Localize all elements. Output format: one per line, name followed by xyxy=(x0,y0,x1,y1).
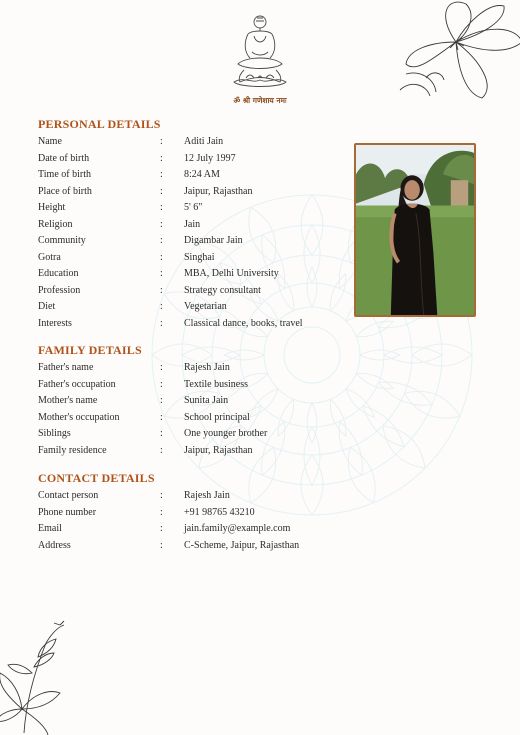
family-detail-row xyxy=(38,360,358,377)
detail-value: C-Scheme, Jaipur, Rajasthan xyxy=(184,539,300,551)
contact-detail-row xyxy=(38,505,358,522)
detail-value: Classical dance, books, travel xyxy=(184,317,303,329)
detail-separator: : xyxy=(160,444,163,456)
detail-separator: : xyxy=(160,268,163,279)
detail-value: Digambar Jain xyxy=(184,235,243,246)
detail-separator: : xyxy=(160,362,163,373)
detail-value: 5' 6" xyxy=(184,202,203,213)
personal-detail-row xyxy=(38,250,358,267)
personal-detail-row xyxy=(38,134,358,151)
detail-value: Sunita Jain xyxy=(184,395,229,406)
detail-label: Name xyxy=(38,136,62,147)
personal-detail-row xyxy=(38,167,358,184)
personal-detail-row xyxy=(38,217,358,234)
detail-separator: : xyxy=(160,539,163,551)
profile-photo xyxy=(354,143,476,317)
detail-label: Address xyxy=(38,539,71,551)
detail-value: One younger brother xyxy=(184,428,268,439)
personal-details-heading: PERSONAL DETAILS xyxy=(38,117,161,131)
detail-label: Interests xyxy=(38,317,72,329)
detail-value: Strategy consultant xyxy=(184,284,261,296)
invocation-text: ॐ श्री गणेशाय नमः xyxy=(233,96,287,105)
contact-details-list xyxy=(38,488,358,554)
detail-separator: : xyxy=(160,284,163,296)
detail-separator: : xyxy=(160,411,163,423)
contact-details-heading: CONTACT DETAILS xyxy=(38,471,155,485)
contact-detail-row xyxy=(38,538,358,555)
detail-label: Mother's name xyxy=(38,395,98,406)
detail-separator: : xyxy=(160,317,163,329)
personal-detail-row xyxy=(38,233,358,250)
family-details-list xyxy=(38,360,358,459)
detail-separator: : xyxy=(160,523,163,534)
family-detail-row xyxy=(38,426,358,443)
detail-value: Rajesh Jain xyxy=(184,362,230,373)
family-details-heading: FAMILY DETAILS xyxy=(38,343,142,357)
detail-value: Jaipur, Rajasthan xyxy=(184,185,253,197)
detail-label: Place of birth xyxy=(38,185,92,197)
family-detail-row xyxy=(38,410,358,427)
detail-label: Diet xyxy=(38,301,56,312)
detail-label: Education xyxy=(38,268,79,279)
detail-value: Jaipur, Rajasthan xyxy=(184,444,253,456)
detail-label: Mother's occupation xyxy=(38,411,120,423)
detail-label: Profession xyxy=(38,284,81,296)
detail-separator: : xyxy=(160,235,163,246)
lily-flower-icon xyxy=(0,613,74,735)
detail-label: Gotra xyxy=(38,251,61,263)
personal-detail-row xyxy=(38,299,358,316)
personal-detail-row xyxy=(38,200,358,217)
family-detail-row xyxy=(38,377,358,394)
detail-separator: : xyxy=(160,152,163,164)
detail-separator: : xyxy=(160,218,163,230)
detail-value: MBA, Delhi University xyxy=(184,268,279,279)
detail-separator: : xyxy=(160,395,163,406)
detail-value: School principal xyxy=(184,411,250,423)
detail-separator: : xyxy=(160,506,163,518)
personal-detail-row xyxy=(38,266,358,283)
detail-label: Siblings xyxy=(38,428,71,439)
detail-separator: : xyxy=(160,490,163,501)
detail-value: +91 98765 43210 xyxy=(184,506,255,518)
detail-separator: : xyxy=(160,251,163,263)
detail-label: Time of birth xyxy=(38,169,91,180)
detail-value: Singhai xyxy=(184,251,215,263)
mahavira-line-art-icon xyxy=(224,12,296,92)
contact-detail-row xyxy=(38,521,358,538)
detail-separator: : xyxy=(160,169,163,180)
detail-label: Community xyxy=(38,235,86,246)
detail-label: Father's occupation xyxy=(38,378,116,390)
detail-separator: : xyxy=(160,428,163,439)
detail-label: Father's name xyxy=(38,362,94,373)
detail-value: Textile business xyxy=(184,378,249,390)
detail-label: Family residence xyxy=(38,444,107,456)
personal-detail-row xyxy=(38,184,358,201)
personal-detail-row xyxy=(38,283,358,300)
personal-detail-row xyxy=(38,151,358,168)
detail-separator: : xyxy=(160,136,163,147)
detail-value: jain.family@example.com xyxy=(184,523,291,534)
personal-details-list xyxy=(38,134,358,332)
detail-value: Vegetarian xyxy=(184,301,227,312)
detail-label: Date of birth xyxy=(38,152,90,164)
detail-separator: : xyxy=(160,378,163,390)
detail-label: Email xyxy=(38,523,62,534)
family-detail-row xyxy=(38,393,358,410)
detail-separator: : xyxy=(160,185,163,197)
profile-photo-image xyxy=(356,145,474,315)
detail-value: 12 July 1997 xyxy=(184,152,236,164)
detail-value: Aditi Jain xyxy=(184,136,224,147)
family-detail-row xyxy=(38,443,358,460)
detail-label: Phone number xyxy=(38,506,97,518)
detail-label: Contact person xyxy=(38,490,99,501)
detail-label: Religion xyxy=(38,218,73,230)
personal-detail-row xyxy=(38,316,358,333)
lily-flower-icon xyxy=(396,0,520,104)
detail-value: 8:24 AM xyxy=(184,169,220,180)
detail-separator: : xyxy=(160,202,163,213)
detail-value: Rajesh Jain xyxy=(184,490,230,501)
detail-separator: : xyxy=(160,301,163,312)
detail-value: Jain xyxy=(184,218,201,230)
detail-label: Height xyxy=(38,202,66,213)
contact-detail-row xyxy=(38,488,358,505)
